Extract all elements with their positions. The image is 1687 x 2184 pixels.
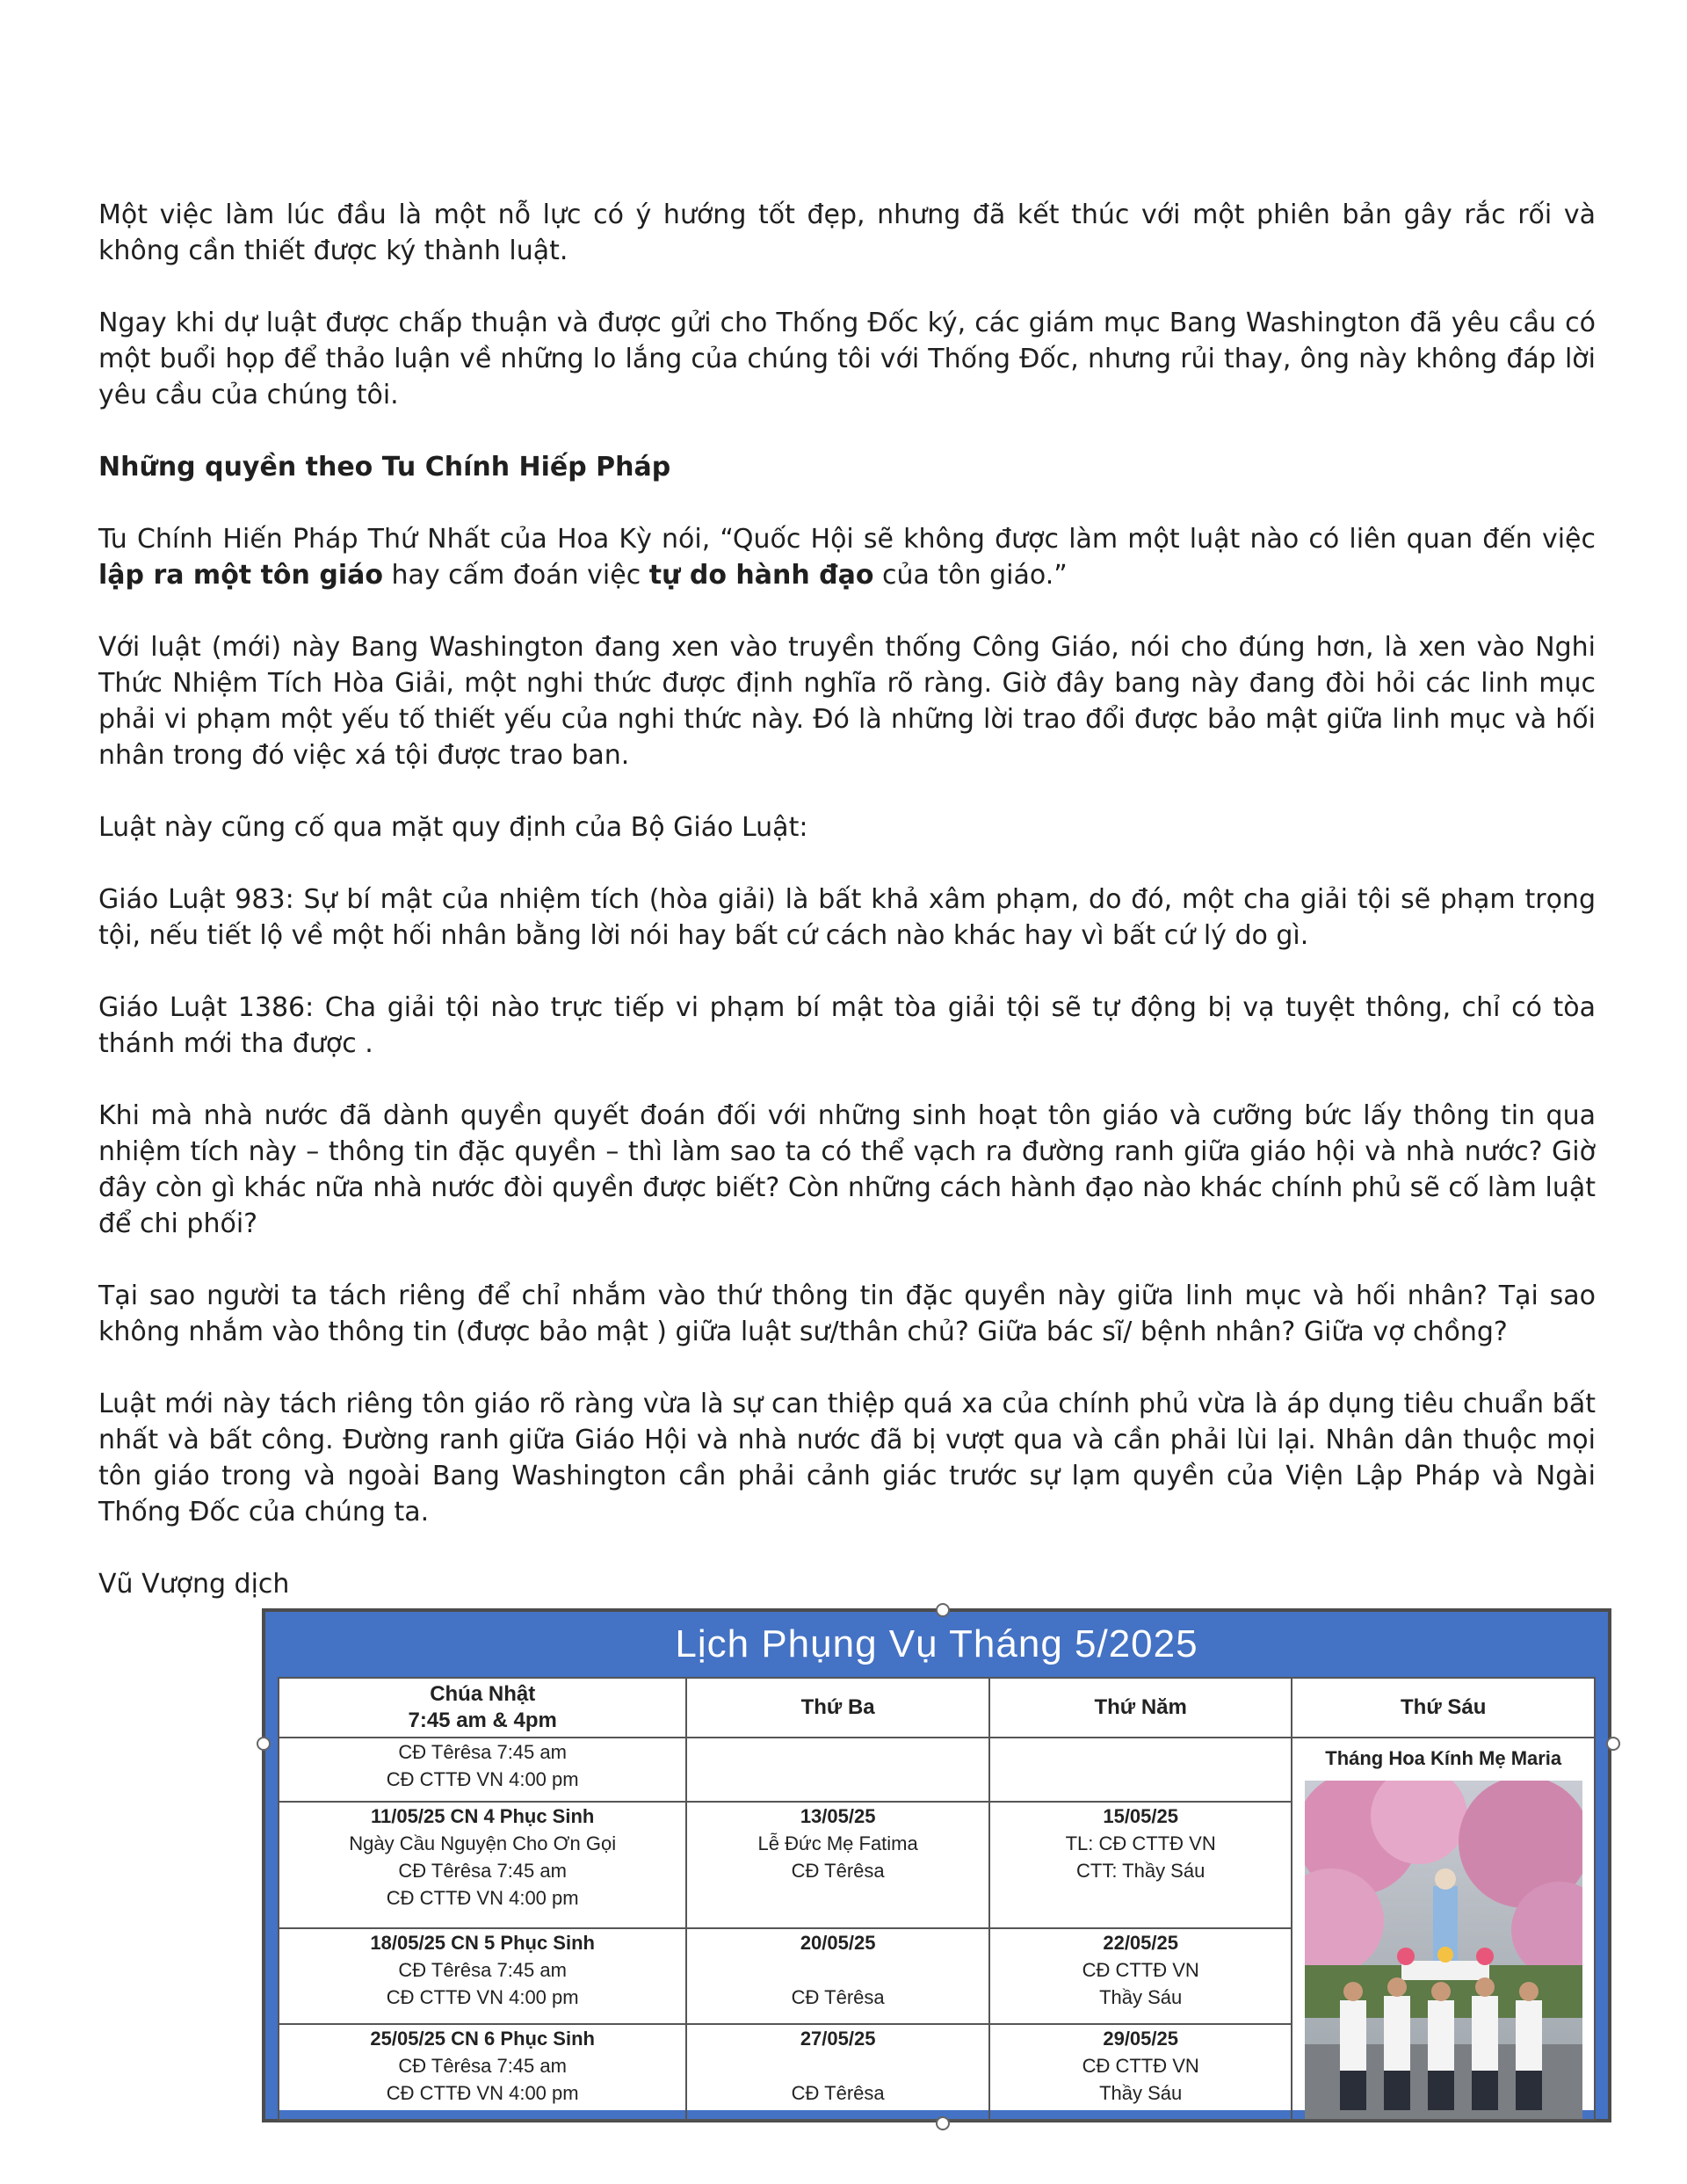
cell-sunday: 11/05/25 CN 4 Phục Sinh Ngày Cầu Nguyện Cho Ơn Gọi CĐ Têrêsa 7:45 am CĐ CTTĐ VN 4:00 pm: [279, 1802, 686, 1928]
paragraph-canon-intro: Luật này cũng cố qua mặt quy định của Bộ Giáo Luật:: [98, 812, 808, 843]
paragraph-governor: Ngay khi dự luật được chấp thuận và được gửi cho Thống Đốc ký, các giám mục Bang Washington đã yêu cầu có một buổi họp để thảo luận về những lo lắng của chúng tôi với Thống Đốc, nhưng rủi thay, ông này không đáp lời yêu cầu của chúng tôi.: [98, 308, 1596, 410]
paragraph-canon-983: Giáo Luật 983: Sự bí mật của nhiệm tích (hòa giải) là bất khả xâm phạm, do đó, một cha giải tội sẽ phạm trọng tội, nếu tiết lộ về một hối nhân bằng lời nói hay bất cứ cách nào khác hay vì bất cứ lý do gì.: [98, 884, 1596, 951]
paragraph-washington: Với luật (mới) này Bang Washington đang xen vào truyền thống Công Giáo, nói cho đúng hơn, là xen vào Nghi Thức Nhiệm Tích Hòa Giải, một nghi thức được định nghĩa rõ ràng. Giờ đây bang này đang đòi hỏi các linh mục phải vi phạm một yếu tố thiết yếu của nghi thức này. Đó là những lời trao đổi được bảo mật giữa linh mục và hối nhân trong đó việc xá tội được trao ban.: [98, 632, 1596, 771]
article-body: [98, 197, 1596, 1602]
cell-tuesday: [686, 1738, 989, 1802]
calendar-row: [279, 1738, 1595, 1802]
calendar-table-area: [278, 1677, 1596, 2110]
cell-sunday: 25/05/25 CN 6 Phục Sinh CĐ Têrêsa 7:45 am CĐ CTTĐ VN 4:00 pm: [279, 2024, 686, 2120]
translator-signature: Vũ Vượng dịch: [98, 1569, 290, 1600]
section-heading: Những quyền theo Tu Chính Hiếp Pháp: [98, 452, 671, 483]
cell-tuesday: 20/05/25 CĐ Têrêsa: [686, 1928, 989, 2024]
cell-friday-feature: Tháng Hoa Kính Mẹ Maria: [1292, 1738, 1595, 2120]
cell-tuesday: 27/05/25 CĐ Têrêsa: [686, 2024, 989, 2120]
liturgical-calendar-image: [262, 1608, 1611, 2122]
calendar-header-row: [279, 1678, 1595, 1738]
cell-tuesday: 13/05/25 Lễ Đức Mẹ Fatima CĐ Têrêsa: [686, 1802, 989, 1928]
image-resize-handle[interactable]: [257, 1737, 271, 1751]
paragraph-canon-1386: Giáo Luật 1386: Cha giải tội nào trực tiếp vi phạm bí mật tòa giải tội sẽ tự động bị vạ tuyệt thông, chỉ có tòa thánh mới tha được .: [98, 992, 1596, 1059]
cell-thursday: 29/05/25 CĐ CTTĐ VN Thầy Sáu: [989, 2024, 1292, 2120]
cell-thursday: 15/05/25 TL: CĐ CTTĐ VN CTT: Thầy Sáu: [989, 1802, 1292, 1928]
header-thursday: Thứ Năm: [989, 1678, 1292, 1738]
paragraph-why: Tại sao người ta tách riêng để chỉ nhắm vào thứ thông tin đặc quyền này giữa linh mục và hối nhân? Tại sao không nhắm vào thông tin (được bảo mật ) giữa luật sư/thân chủ? Giữa bác sĩ/ bệnh nhân? Giữa vợ chồng?: [98, 1281, 1596, 1347]
image-resize-handle[interactable]: [936, 1603, 950, 1617]
calendar-title: Lịch Phụng Vụ Tháng 5/2025: [675, 1622, 1198, 1665]
image-resize-handle[interactable]: [1606, 1737, 1620, 1751]
image-resize-handle[interactable]: [936, 2116, 950, 2130]
cell-thursday: 22/05/25 CĐ CTTĐ VN Thầy Sáu: [989, 1928, 1292, 2024]
cell-sunday: CĐ Têrêsa 7:45 am CĐ CTTĐ VN 4:00 pm: [279, 1738, 686, 1802]
cell-thursday: [989, 1738, 1292, 1802]
header-sunday: Chúa Nhật 7:45 am & 4pm: [279, 1678, 686, 1738]
procession-photo: [1305, 1781, 1582, 2119]
calendar-table: [278, 1677, 1596, 2121]
paragraph-amendment: Tu Chính Hiến Pháp Thứ Nhất của Hoa Kỳ nói, “Quốc Hội sẽ không được làm một luật nào có liên quan đến việc lập ra một tôn giáo hay cấm đoán việc tự do hành đạo của tôn giáo.”: [98, 524, 1596, 591]
paragraph-intro: Một việc làm lúc đầu là một nỗ lực có ý hướng tốt đẹp, nhưng đã kết thúc với một phiên bản gây rắc rối và không cần thiết được ký thành luật.: [98, 200, 1596, 266]
paragraph-state-power: Khi mà nhà nước đã dành quyền quyết đoán đối với những sinh hoạt tôn giáo và cưỡng bức lấy thông tin qua nhiệm tích này – thông tin đặc quyền – thì làm sao ta có thể vạch ra đường ranh giữa giáo hội và nhà nước? Giờ đây còn gì khác nữa nhà nước đòi quyền được biết? Còn những cách hành đạo nào khác chính phủ sẽ cố làm luật để chi phối?: [98, 1100, 1596, 1239]
paragraph-conclusion: Luật mới này tách riêng tôn giáo rõ ràng vừa là sự can thiệp quá xa của chính phủ vừa là áp dụng tiêu chuẩn bất nhất và bất công. Đường ranh giữa Giáo Hội và nhà nước đã bị vượt qua và cần phải lùi lại. Nhân dân thuộc mọi tôn giáo trong và ngoài Bang Washington cần phải cảnh giác trước sự lạm quyền của Viện Lập Pháp và Ngài Thống Đốc của chúng ta.: [98, 1389, 1596, 1527]
cell-sunday: 18/05/25 CN 5 Phục Sinh CĐ Têrêsa 7:45 am CĐ CTTĐ VN 4:00 pm: [279, 1928, 686, 2024]
header-friday: Thứ Sáu: [1292, 1678, 1595, 1738]
header-tuesday: Thứ Ba: [686, 1678, 989, 1738]
